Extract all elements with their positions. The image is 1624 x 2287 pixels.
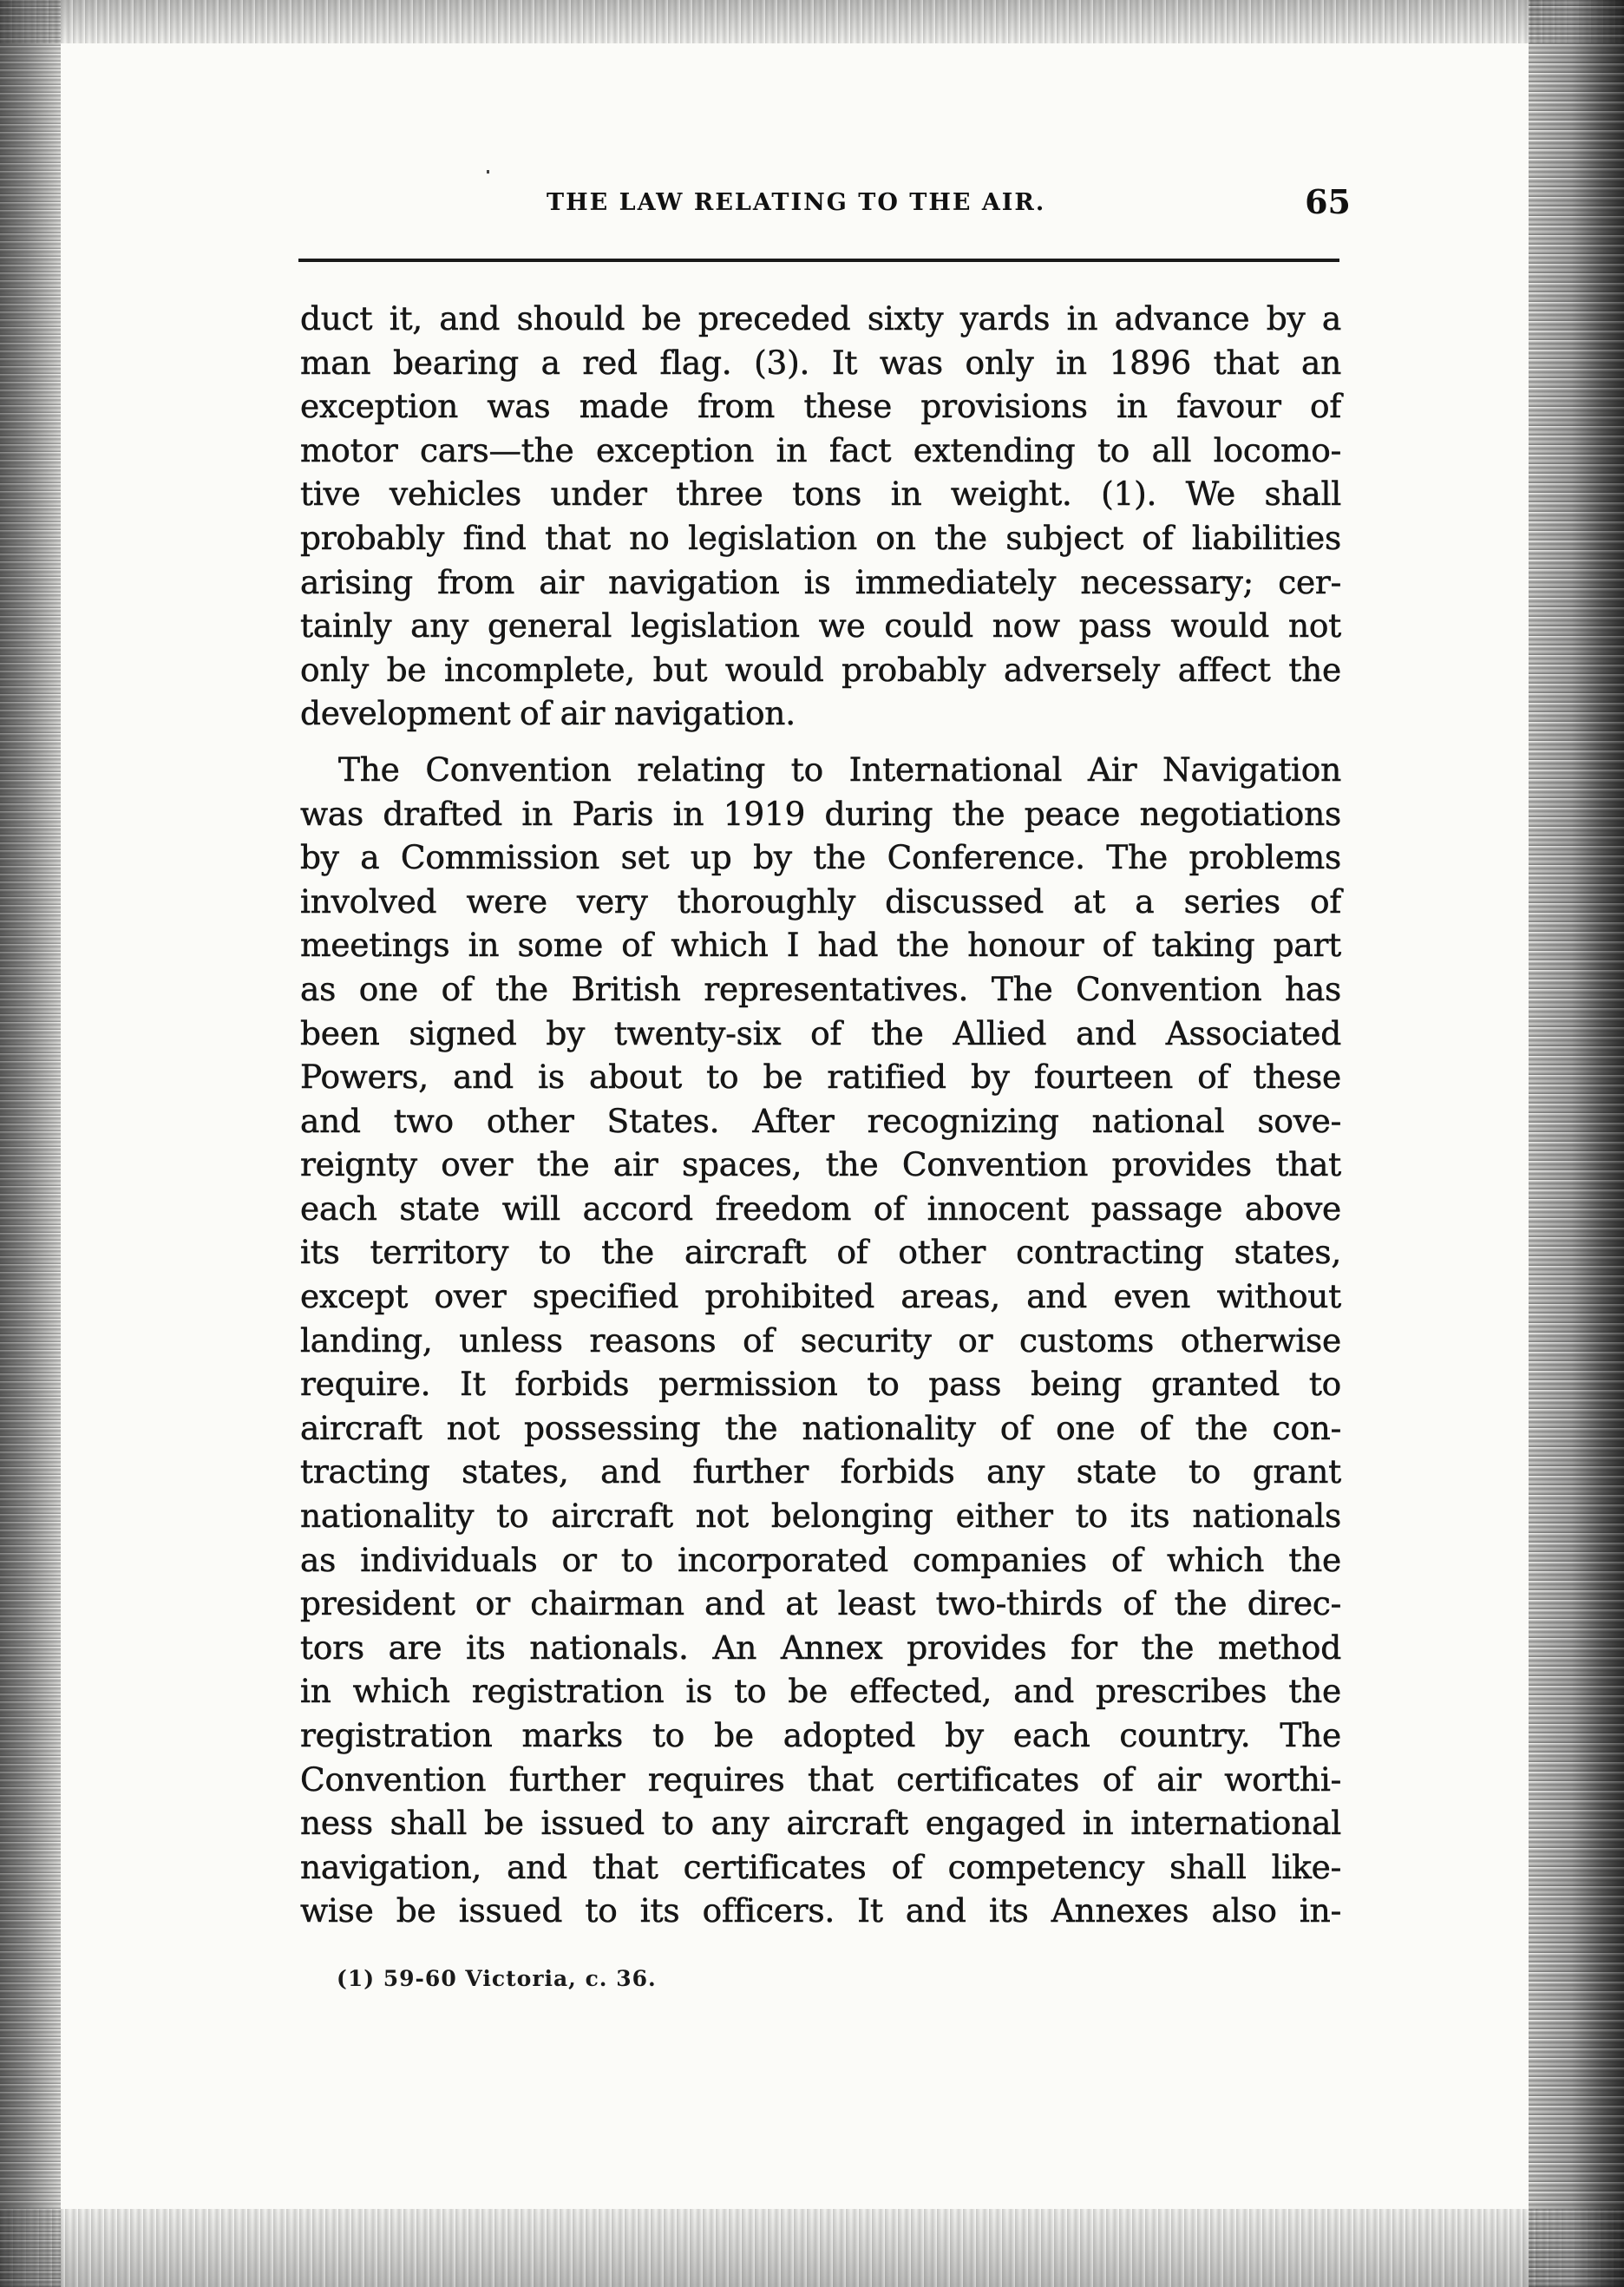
text-line: motor cars—the exception in fact extending to all locomo- bbox=[300, 430, 1341, 469]
paragraph-2 bbox=[300, 748, 1341, 1933]
text-line: president or chairman and at least two-thirds of the direc- bbox=[300, 1584, 1341, 1623]
text-line: navigation, and that certificates of competency shall like- bbox=[300, 1847, 1341, 1886]
text-line: been signed by twenty-six of the Allied and Associated bbox=[300, 1013, 1341, 1052]
text-line: registration marks to be adopted by each country. The bbox=[300, 1716, 1341, 1754]
text-line: meetings in some of which I had the honour of taking part bbox=[300, 926, 1341, 965]
text-line: and two other States. After recognizing national sove- bbox=[300, 1101, 1341, 1140]
text-line: duct it, and should be preceded sixty yards in advance by a bbox=[300, 299, 1341, 337]
scan-edge-left bbox=[0, 0, 61, 2287]
text-line: as one of the British representatives. The Convention has bbox=[300, 969, 1341, 1008]
text-line: man bearing a red flag. (3). It was only in 1896 that an bbox=[300, 343, 1341, 382]
page-number: 65 bbox=[1305, 182, 1351, 221]
text-line: was drafted in Paris in 1919 during the peace negotiations bbox=[300, 794, 1341, 833]
header-rule bbox=[298, 259, 1339, 262]
text-line: involved were very thoroughly discussed at a series of bbox=[300, 881, 1341, 921]
text-line: its territory to the aircraft of other contracting states, bbox=[300, 1233, 1341, 1272]
text-line: in which registration is to be effected, and prescribes the bbox=[300, 1672, 1341, 1711]
text-line: ness shall be issued to any aircraft engaged in international bbox=[300, 1804, 1341, 1843]
body-text bbox=[300, 297, 1341, 1933]
scan-edge-top bbox=[0, 0, 1624, 43]
text-line: nationality to aircraft not belonging either to its nationals bbox=[300, 1497, 1341, 1536]
text-line: only be incomplete, but would probably adversely affect the bbox=[300, 650, 1341, 689]
footnote: (1) 59-60 Victoria, c. 36. bbox=[337, 1966, 657, 1991]
text-line: by a Commission set up by the Conference. The problems bbox=[300, 838, 1341, 877]
text-line: reignty over the air spaces, the Convention provides that bbox=[300, 1145, 1341, 1184]
text-line: require. It forbids permission to pass being granted to bbox=[300, 1365, 1341, 1404]
text-line: tive vehicles under three tons in weight. (1). We shall bbox=[300, 475, 1341, 514]
text-line: wise be issued to its officers. It and its Annexes also in- bbox=[300, 1891, 1341, 1930]
text-line: tainly any general legislation we could now pass would not bbox=[300, 606, 1341, 645]
paragraph-1 bbox=[300, 297, 1341, 736]
scan-speck bbox=[487, 170, 489, 174]
running-head: THE LAW RELATING TO THE AIR. bbox=[547, 189, 1046, 216]
text-line: Powers, and is about to be ratified by fourteen of these bbox=[300, 1058, 1341, 1097]
text-line: probably find that no legislation on the subject of liabilities bbox=[300, 518, 1341, 557]
text-line: landing, unless reasons of security or customs otherwise bbox=[300, 1320, 1341, 1360]
text-line: arising from air navigation is immediately necessary; cer- bbox=[300, 562, 1341, 601]
text-line: development of air navigation. bbox=[300, 694, 796, 733]
text-line: each state will accord freedom of innocent passage above bbox=[300, 1189, 1341, 1228]
text-line: tracting states, and further forbids any state to grant bbox=[300, 1452, 1341, 1491]
text-line: Convention further requires that certificates of air worthi- bbox=[300, 1759, 1341, 1799]
text-line: tors are its nationals. An Annex provides for the method bbox=[300, 1628, 1341, 1667]
text-line: exception was made from these provisions in favour of bbox=[300, 387, 1341, 426]
page-header bbox=[295, 182, 1362, 243]
text-line: as individuals or to incorporated companies of which the bbox=[300, 1540, 1341, 1579]
text-line: aircraft not possessing the nationality of one of the con- bbox=[300, 1408, 1341, 1447]
text-line: The Convention relating to International Air Navigation bbox=[338, 750, 1341, 789]
text-line: except over specified prohibited areas, and even without bbox=[300, 1277, 1341, 1316]
scan-edge-bottom bbox=[0, 2209, 1624, 2287]
scan-edge-right bbox=[1529, 0, 1624, 2287]
